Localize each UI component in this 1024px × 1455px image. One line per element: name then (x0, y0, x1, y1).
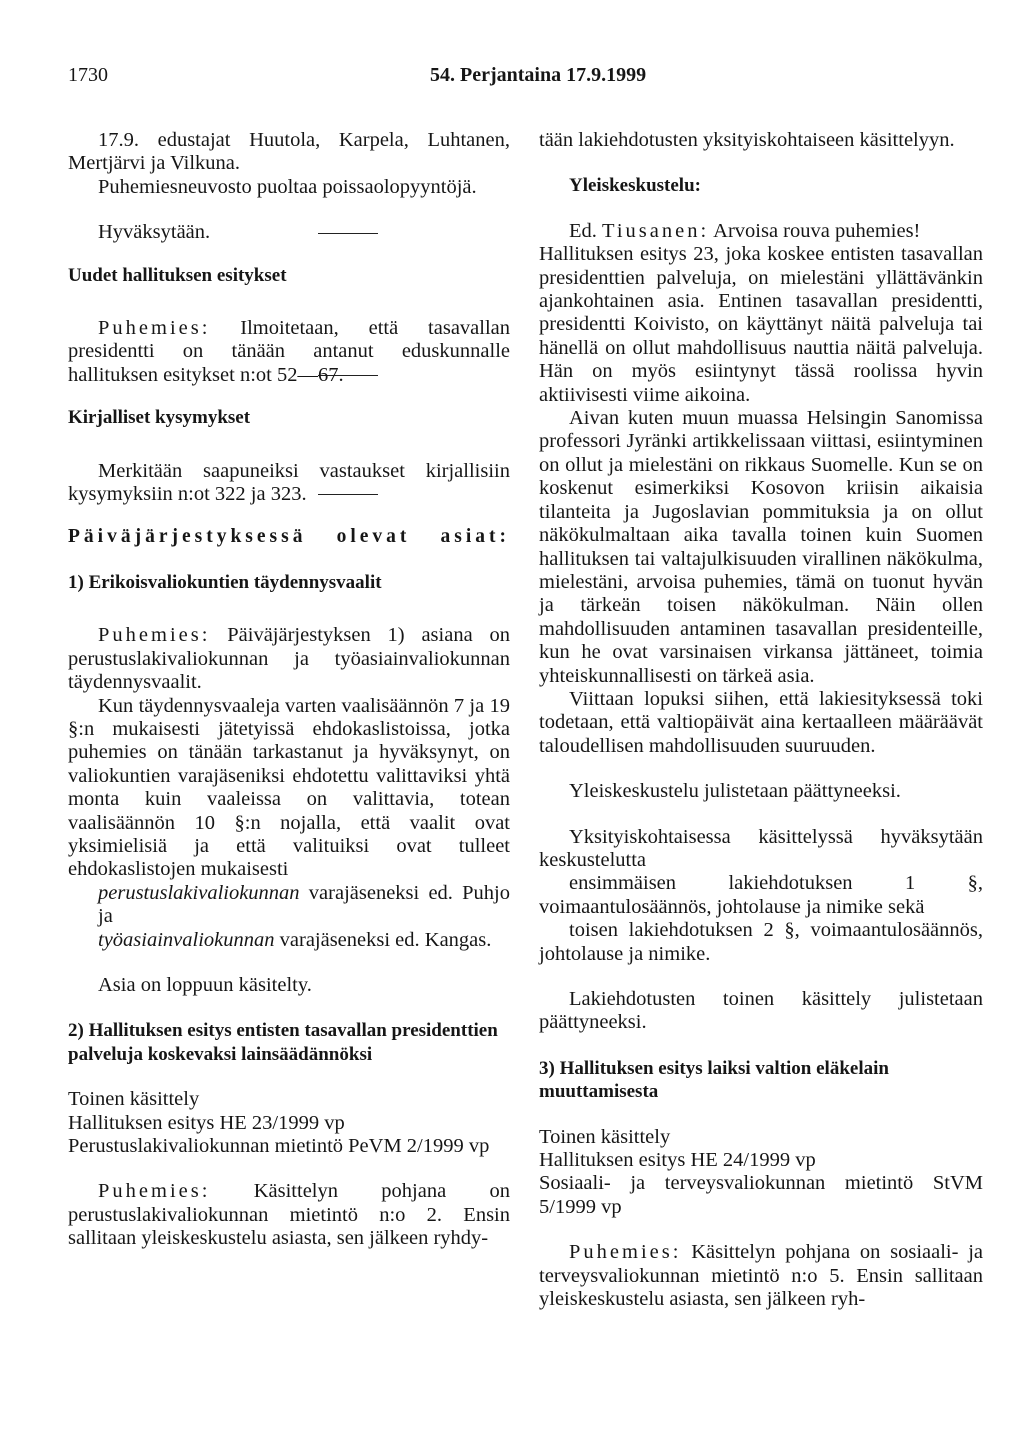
item2-paragraph (68, 1180, 510, 1250)
elected-text: varajäseneksi ed. Puhjo ja (98, 881, 510, 928)
speaker-tiusanen-paragraph (539, 220, 983, 243)
agenda-heading: Päiväjärjestyksessä olevat asiat: (68, 526, 510, 548)
speaker-opening: Arvoisa rouva puhemies! (713, 219, 921, 242)
item2-meta-line: Perustuslakivaliokunnan mietintö PeVM 2/1999 vp (68, 1135, 490, 1157)
second-reading-closed: Lakiehdotusten toinen käsittely julistetaan päättyneeksi. (539, 988, 983, 1034)
committee-name: perustuslakivaliokunnan (98, 881, 300, 904)
item2-meta-line: Toinen käsittely (68, 1088, 200, 1111)
page-number: 1730 (68, 64, 108, 86)
absent-members-paragraph: 17.9. edustajat Huutola, Karpela, Luhtanen, Mertjärvi ja Vilkuna. (68, 129, 510, 175)
detail-second-bill: toisen lakiehdotuksen 2 §, voimaantulosäännös, johtolause ja nimike. (539, 919, 983, 965)
item1-intro-text: Päiväjärjestyksen 1) asiana on perustuslakivaliokunnan ja työasiainvaliokunnan täydennysvaalit. (68, 624, 510, 694)
detail-first-bill: ensimmäisen lakiehdotuksen 1 §, voimaantulosäännös, johtolause ja nimike sekä (539, 872, 983, 918)
item3-paragraph (539, 1241, 983, 1311)
item3-heading: 3) Hallituksen esitys laiksi valtion eläkelain muuttamisesta (539, 1057, 889, 1103)
item3-meta-line: Toinen käsittely (539, 1125, 671, 1148)
speaker-name: Tiusanen: (602, 219, 710, 242)
speech-paragraph-2: Aivan kuten muun muassa Helsingin Sanomissa professori Jyränki artikkelissaan viittasi, esiintyminen on ollut ja mielestäni on rikkaus Suomelle. Kun se on koskenut esimerkiksi Kosovon kriisin aikaisia tilanteita ja Jugoslavian pommituksia ja on ollut näkökulmaltaan aika tavalla toinen kuin Suomen hallituksen tai valtajulkisuuden virallinen näkökulma, mielestäni, arvoisa puhemies, tämä on tuonut hyvän ja tärkeän toisen näkökulman. Näin ollen mahdollisuuden antaminen tasavallan presidenteille, kun he ovat varsinaisen virkansa jättäneet, toimia yhteiskunnallisesti on tärkeä asia. (539, 407, 983, 687)
section-divider (318, 494, 378, 495)
elected-text: varajäseneksi ed. Kangas. (279, 928, 492, 951)
speaker-label: Puhemies: (98, 624, 211, 647)
item3-meta-line: Hallituksen esitys HE 24/1999 vp (539, 1149, 816, 1172)
item3-meta (539, 1126, 983, 1220)
section-divider (318, 233, 378, 234)
item1-elected-1 (68, 882, 510, 929)
approved-paragraph: Hyväksytään. (98, 221, 211, 244)
item2-heading: 2) Hallituksen esitys entisten tasavallan presidenttien palveluja koskevaksi lainsäädännöksi (68, 1020, 498, 1065)
speech-paragraph-1: Hallituksen esitys 23, joka koskee entisten tasavallan presidenttien palveluja, on mielestäni yllättävänkin ajankohtainen asia. Entinen tasavallan presidentti, presidentti Koivisto, on käyttänyt näitä palveluja tai hänellä on ollut mahdollisuus nauttia näitä palveluja. Hän on myös esiintynyt tässä roolissa hyvin aktiivisesti viime aikoina. (539, 243, 983, 406)
speaker-label: Puhemies: (98, 1180, 211, 1203)
debate-closed: Yleiskeskustelu julistetaan päättyneeksi. (569, 780, 901, 803)
council-paragraph: Puhemiesneuvosto puoltaa poissaolopyyntöjä. (98, 175, 477, 198)
item1-closed: Asia on loppuun käsitelty. (98, 973, 312, 996)
item2-text: Käsittelyn pohjana on perustuslakivaliokunnan mietintö n:o 2. Ensin sallitaan yleiskeskustelu asiasta, sen jälkeen ryhdy- (68, 1180, 511, 1250)
page-header: 54. Perjantaina 17.9.1999 (430, 64, 647, 86)
item1-paragraph (68, 624, 510, 694)
written-questions-heading: Kirjalliset kysymykset (68, 407, 251, 429)
new-bills-heading: Uudet hallituksen esitykset (68, 264, 287, 286)
speaker-label: Puhemies: (569, 1241, 682, 1264)
committee-name: työasiainvaliokunnan (98, 928, 275, 951)
new-bills-text: Ilmoitetaan, että tasavallan presidentti on tänään antanut eduskunnalle hallituksen esitykset n:ot 52—67. (68, 317, 511, 386)
left-column (68, 124, 510, 1251)
item3-meta-line: Sosiaali- ja terveysvaliokunnan mietintö StVM 5/1999 vp (539, 1172, 983, 1218)
speech-paragraph-3: Viittaan lopuksi siihen, että lakiesityksessä toki todetaan, että valtiopäivät aina kertaalleen määräävät taloudellisen mahdollisuuden suuruuden. (539, 687, 983, 757)
written-questions-paragraph: Merkitään saapuneiksi vastaukset kirjallisiin kysymyksiin n:ot 322 ja 323. (68, 459, 510, 506)
item1-heading: 1) Erikoisvaliokuntien täydennysvaalit (68, 571, 382, 593)
speaker-label: Puhemies: (98, 317, 211, 340)
item2-meta-line: Hallituksen esitys HE 23/1999 vp (68, 1111, 345, 1134)
item3-text: Käsittelyn pohjana on sosiaali- ja terveysvaliokunnan mietintö n:o 5. Ensin sallitaan yleiskeskustelu asiasta, sen jälkeen ryh- (539, 1241, 983, 1311)
detail-reading: Yksityiskohtaisessa käsittelyssä hyväksytään keskustelutta (539, 825, 983, 871)
continued-paragraph: tään lakiehdotusten yksityiskohtaiseen käsittelyyn. (539, 129, 955, 151)
new-bills-paragraph (68, 317, 510, 387)
item2-meta (68, 1088, 510, 1158)
item1-election-paragraph: Kun täydennysvaaleja varten vaalisäännön 7 ja 19 §:n mukaisesti jätetyissä ehdokaslistoissa, jotka puhemies on tänään tarkastanut ja hyväksynyt, on valiokuntien varajäseniksi ehdotettu valittaviksi yhtä monta kuin vaaleissa on valittavia, totean vaalisäännön 10 §:n nojalla, että vaalit ovat yksimielisiä ja että valituiksi ovat tulleet ehdokaslistojen mukaisesti (68, 694, 510, 881)
item1-elected-2 (68, 929, 510, 952)
speaker-prefix: Ed. (569, 219, 597, 242)
right-column (539, 124, 983, 1311)
general-debate-heading: Yleiskeskustelu: (569, 175, 701, 197)
